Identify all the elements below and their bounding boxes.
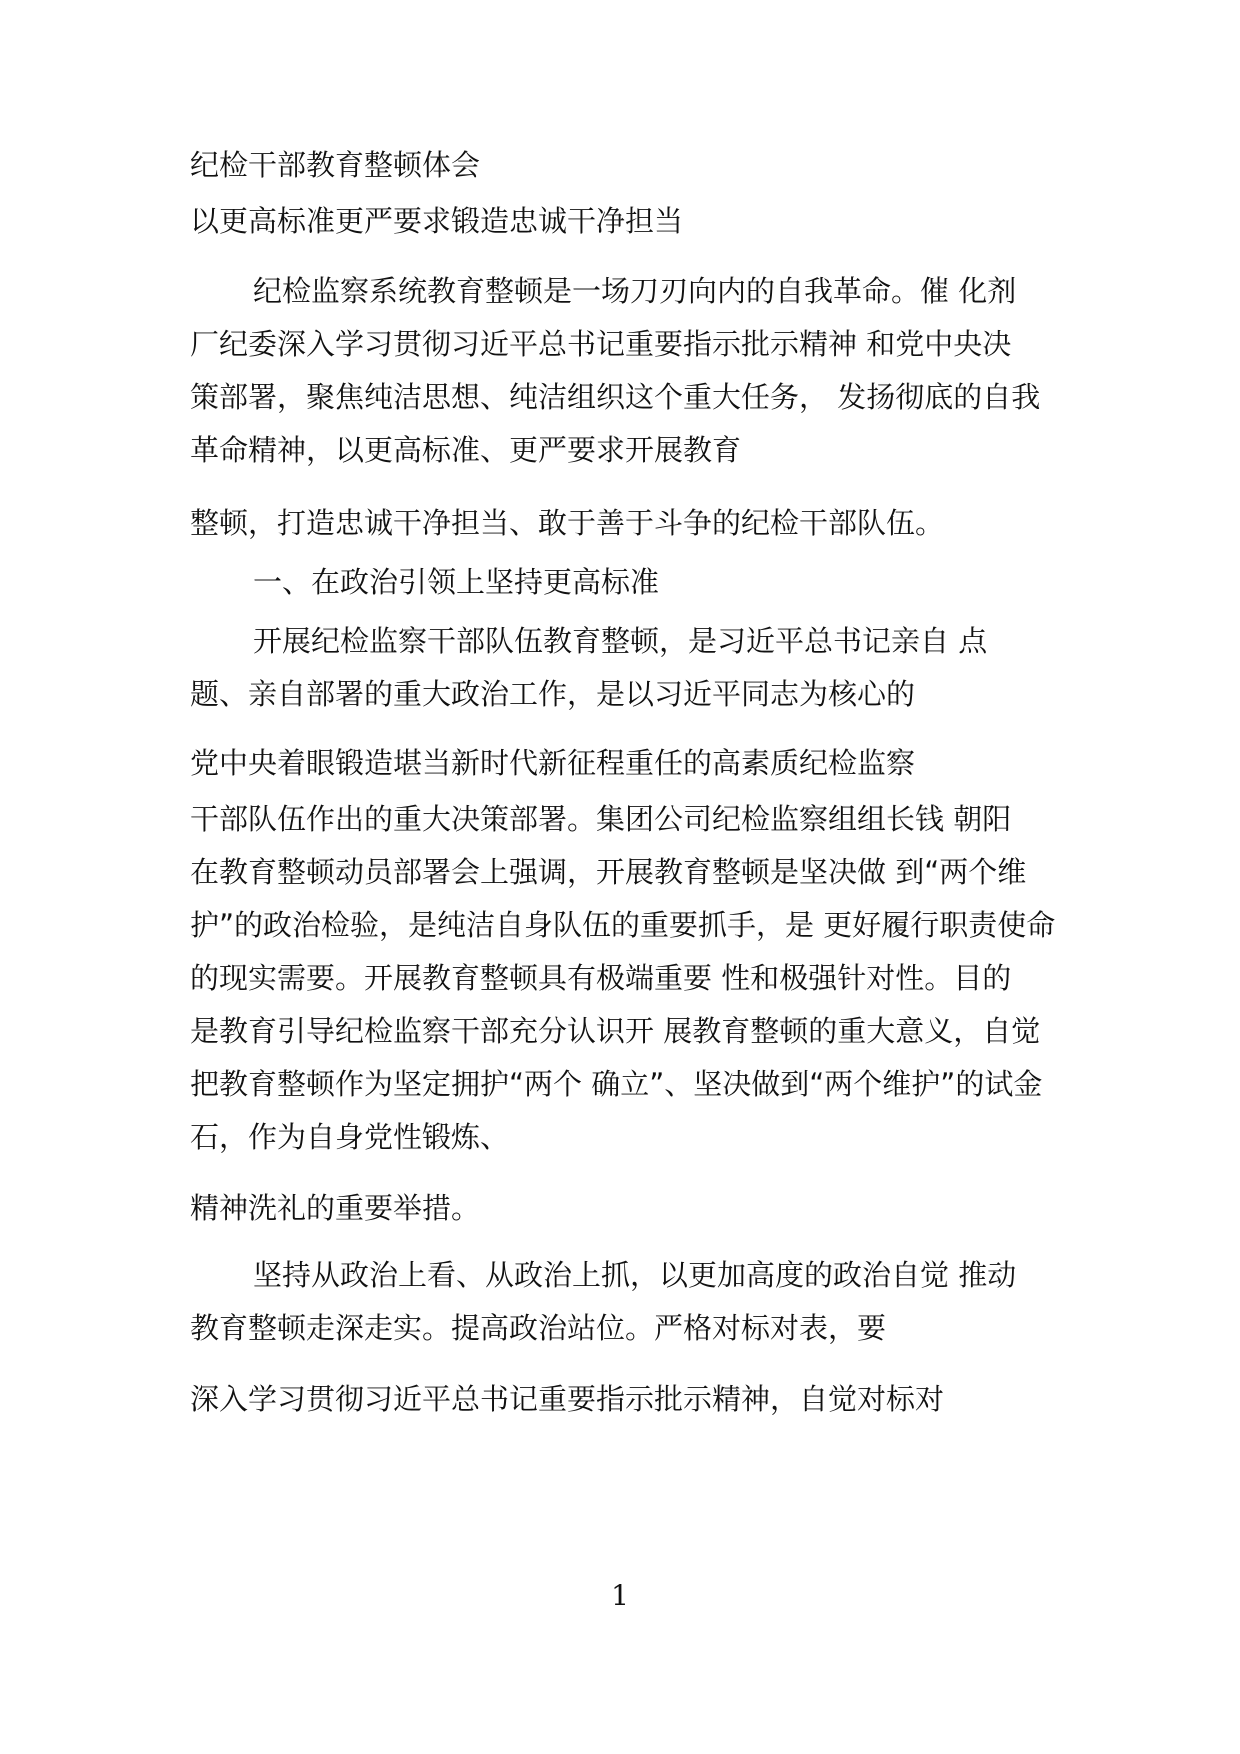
body-line: 革命精神，以更高标准、更严要求开展教育	[190, 433, 742, 467]
body-line: 厂纪委深入学习贯彻习近平总书记重要指示批示精神 和党中央决	[190, 327, 1012, 361]
body-line: 纪检监察系统教育整顿是一场刀刃向内的自我革命。催 化剂	[253, 274, 1017, 308]
body-line: 精神洗礼的重要举措。	[190, 1191, 481, 1225]
body-line: 的现实需要。开展教育整顿具有极端重要 性和极强针对性。目的	[190, 961, 1012, 995]
body-line: 教育整顿走深走实。提高政治站位。严格对标对表，要	[190, 1311, 887, 1345]
body-line: 干部队伍作出的重大决策部署。集团公司纪检监察组组长钱 朝阳	[190, 802, 1012, 836]
body-line: 整顿，打造忠诚干净担当、敢于善于斗争的纪检干部队伍。	[190, 506, 945, 540]
body-line: 题、亲自部署的重大政治工作，是以习近平同志为核心的	[190, 677, 916, 711]
body-line: 在教育整顿动员部署会上强调，开展教育整顿是坚决做 到“两个维	[190, 855, 1027, 889]
document-subtitle: 以更高标准更严要求锻造忠诚干净担当	[190, 204, 684, 238]
body-line: 坚持从政治上看、从政治上抓，以更加高度的政治自觉 推动	[253, 1258, 1017, 1292]
body-line: 开展纪检监察干部队伍教育整顿，是习近平总书记亲自 点	[253, 624, 988, 658]
body-line: 党中央着眼锻造堪当新时代新征程重任的高素质纪检监察	[190, 746, 916, 780]
document-title: 纪检干部教育整顿体会	[190, 148, 481, 182]
body-line: 深入学习贯彻习近平总书记重要指示批示精神，自觉对标对	[190, 1382, 945, 1416]
body-line: 是教育引导纪检监察干部充分认识开 展教育整顿的重大意义，自觉	[190, 1014, 1041, 1048]
body-line: 策部署，聚焦纯洁思想、纯洁组织这个重大任务， 发扬彻底的自我	[190, 380, 1041, 414]
page-number: 1	[611, 1579, 629, 1612]
section-heading: 一、在政治引领上坚持更高标准	[253, 565, 660, 599]
body-line: 石，作为自身党性锻炼、	[190, 1120, 510, 1154]
body-line: 护”的政治检验，是纯洁自身队伍的重要抓手，是 更好履行职责使命	[190, 908, 1056, 942]
body-line: 把教育整顿作为坚定拥护“两个 确立”、坚决做到“两个维护”的试金	[190, 1067, 1043, 1101]
